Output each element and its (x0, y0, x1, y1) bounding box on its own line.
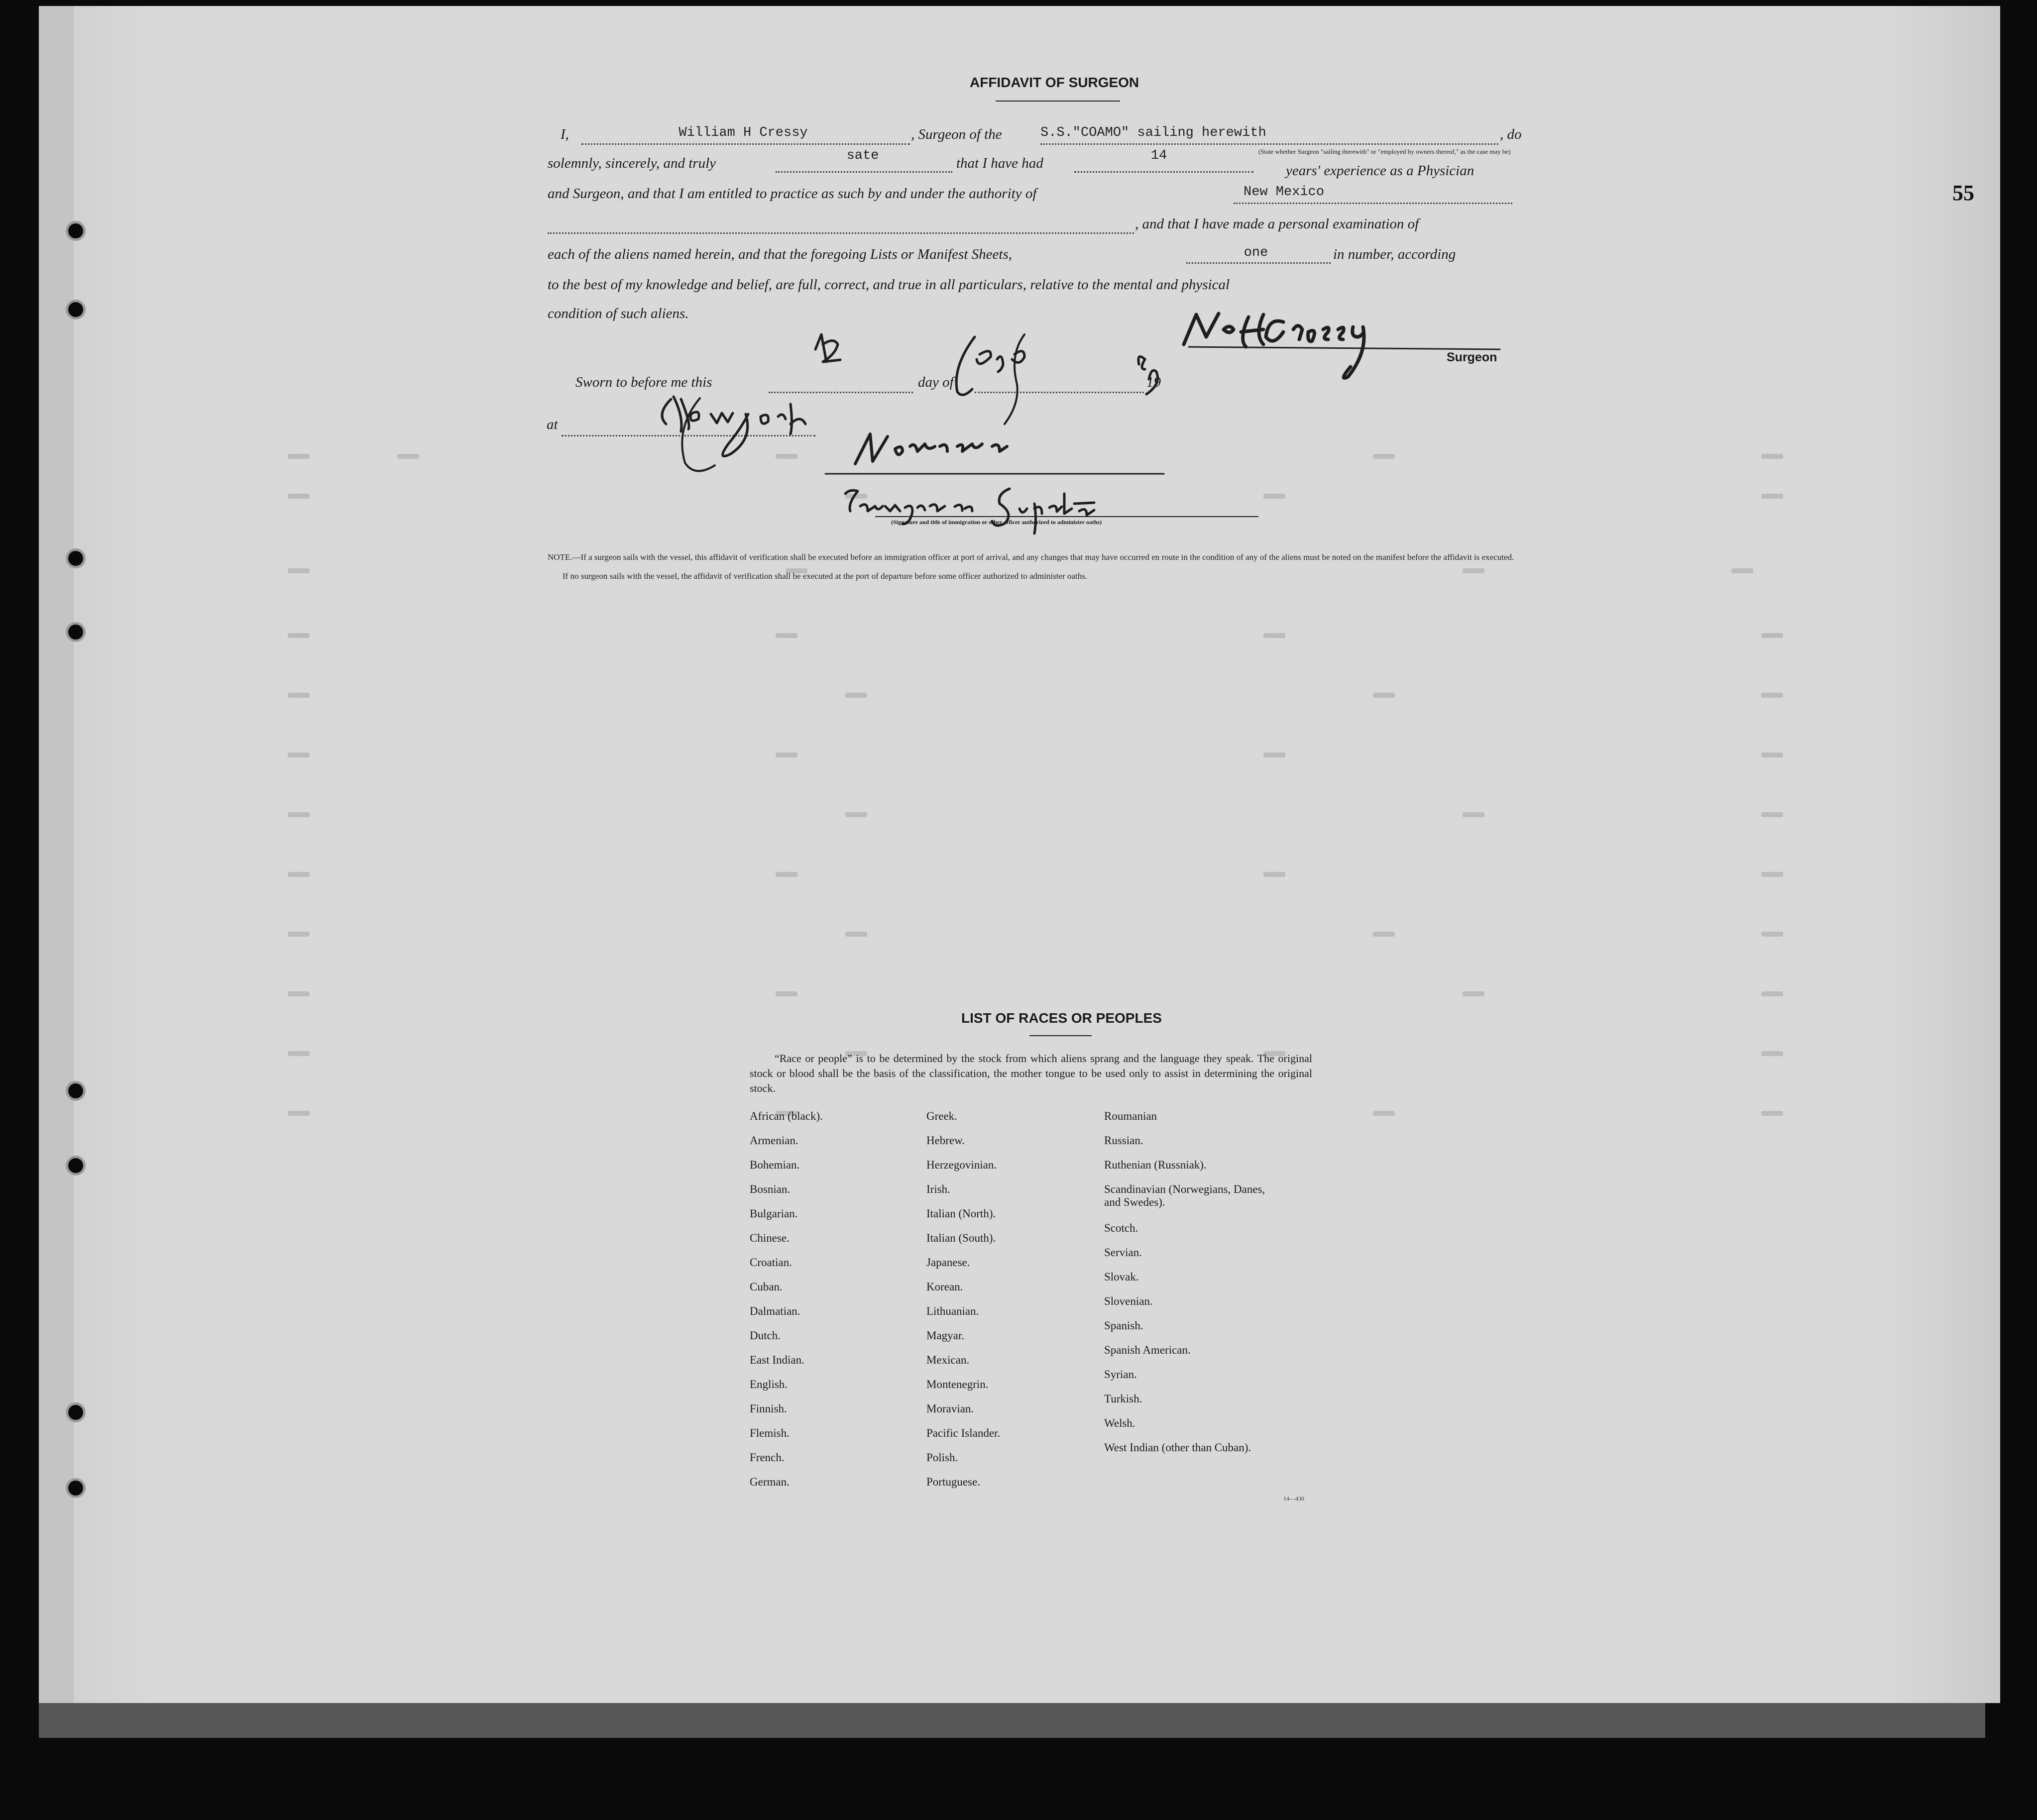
race-item: Syrian. (1104, 1368, 1137, 1381)
sworn-year-prefix: 19 (1146, 374, 1161, 390)
affidavit-line1-suffix: , do (1500, 126, 1522, 142)
officer-signature (815, 419, 1263, 553)
race-item: German. (750, 1476, 790, 1488)
race-item: Bosnian. (750, 1183, 791, 1195)
affidavit-line8: condition of such aliens. (548, 306, 689, 321)
signature-label: Surgeon (1447, 350, 1497, 364)
race-item: Herzegovinian. (926, 1159, 997, 1171)
affidavit-line6-prefix: each of the aliens named herein, and that the foregoing Lists or Manifest Sheets, (548, 246, 1012, 262)
race-item: Pacific Islander. (926, 1427, 1001, 1439)
affidavit-line3: years' experience as a Physician (1286, 163, 1474, 179)
affidavit-line1-mid: , Surgeon of the (911, 126, 1002, 142)
race-item: Magyar. (926, 1329, 965, 1342)
bleed-through-manifest (39, 6, 2000, 1703)
races-intro: “Race or people” is to be determined by the stock from which aliens sprang and the language they speak. The original stock or blood shall be the basis of the classification, the mother tongue to be used only to assist in determining the original stock. (750, 1052, 1312, 1094)
binder-hole (66, 1081, 86, 1101)
title-rule (996, 101, 1120, 102)
race-item: Welsh. (1104, 1417, 1135, 1429)
race-item: Russian. (1104, 1134, 1143, 1147)
page-number: 55 (1952, 181, 1974, 205)
race-item: Bohemian. (750, 1159, 800, 1171)
race-item: English. (750, 1378, 788, 1391)
race-item: Bulgarian. (750, 1207, 798, 1220)
field-underline (1186, 262, 1331, 264)
binder-hole (66, 221, 86, 241)
race-item: Flemish. (750, 1427, 790, 1439)
race-item: Moravian. (926, 1402, 974, 1415)
race-item: Japanese. (926, 1256, 970, 1269)
field-underline (548, 232, 1134, 234)
race-item: Portuguese. (926, 1476, 980, 1488)
race-item: Dalmatian. (750, 1305, 800, 1317)
affidavit-line5: , and that I have made a personal examination of (1135, 216, 1419, 232)
race-item: Italian (South). (926, 1232, 996, 1244)
race-item: Spanish. (1104, 1319, 1143, 1332)
sworn-prefix: Sworn to before me this (575, 374, 712, 390)
scan-border-bottom (39, 1703, 1985, 1738)
officer-caption: (Signature and title of immigration or other officer authorized to administer oaths) (891, 519, 1102, 526)
race-item: Ruthenian (Russniak). (1104, 1159, 1207, 1171)
document-page (39, 6, 2000, 1703)
affidavit-title: AFFIDAVIT OF SURGEON (970, 75, 1139, 90)
race-item: East Indian. (750, 1354, 804, 1366)
race-item: Italian (North). (926, 1207, 996, 1220)
race-item: Finnish. (750, 1402, 787, 1415)
binder-hole (66, 1156, 86, 1176)
race-item: French. (750, 1451, 785, 1464)
state-field: sate (846, 148, 879, 163)
years-field: 14 (1150, 148, 1167, 163)
race-item: African (black). (750, 1110, 823, 1122)
authority-field: New Mexico (1244, 185, 1325, 200)
affidavit-line1-prefix: I, (561, 126, 569, 142)
binder-hole (66, 1402, 86, 1422)
note-surgeon-sails: NOTE.—If a surgeon sails with the vessel, this affidavit of verification shall be executed before an immigration officer at port of arrival, and any changes that may have occurred en route in the condition of any of the aliens must be noted on the manifest before the affidavit is executed. (548, 552, 1514, 562)
race-item: Greek. (926, 1110, 957, 1122)
race-item: Slovak. (1104, 1271, 1139, 1283)
sheet-count-field: one (1244, 245, 1268, 260)
race-item: Slovenian. (1104, 1295, 1153, 1307)
race-item: Roumanian (1104, 1110, 1157, 1122)
sworn-at: at (547, 417, 558, 432)
page-edge (39, 6, 74, 1703)
affidavit-line4: and Surgeon, and that I am entitled to practice as such by and under the authority of (548, 186, 1037, 202)
field-underline (581, 143, 910, 145)
race-item: Montenegrin. (926, 1378, 989, 1391)
race-item: Turkish. (1104, 1392, 1142, 1405)
field-underline (1234, 203, 1512, 204)
field-underline (776, 171, 952, 173)
race-item: Scotch. (1104, 1222, 1138, 1234)
race-item: Spanish American. (1104, 1344, 1191, 1356)
race-item: Servian. (1104, 1246, 1142, 1259)
form-number: 14—430 (1283, 1495, 1304, 1502)
affidavit-line2-mid: that I have had (956, 155, 1043, 171)
state-instruction-note: (State whether Surgeon "sailing therewith" or "employed by owners thereof," as the case may be) (1258, 148, 1511, 155)
ship-field: S.S."COAMO" sailing herewith (1040, 125, 1266, 140)
race-item: Irish. (926, 1183, 950, 1195)
binder-hole (66, 1478, 86, 1498)
binder-hole (66, 548, 86, 568)
affidavit-line2-prefix: solemnly, sincerely, and truly (548, 155, 716, 171)
races-title-rule (1029, 1035, 1092, 1036)
race-item: Dutch. (750, 1329, 781, 1342)
binder-hole (66, 300, 86, 320)
race-item: Scandinavian (Norwegians, Danes, and Swedes). (1104, 1183, 1265, 1208)
sworn-day-word: day of (918, 374, 954, 390)
affidavit-line6-suffix: in number, according (1333, 246, 1456, 262)
field-underline (1040, 143, 1498, 145)
binder-hole (66, 622, 86, 642)
race-item: Chinese. (750, 1232, 790, 1244)
race-item: Armenian. (750, 1134, 798, 1147)
race-item: West Indian (other than Cuban). (1104, 1441, 1251, 1454)
race-item: Croatian. (750, 1256, 792, 1269)
race-item: Hebrew. (926, 1134, 965, 1147)
races-title: LIST OF RACES OR PEOPLES (961, 1010, 1162, 1026)
race-item: Polish. (926, 1451, 958, 1464)
race-item: Lithuanian. (926, 1305, 979, 1317)
race-item: Mexican. (926, 1354, 970, 1366)
race-item: Korean. (926, 1281, 963, 1293)
affidavit-line7: to the best of my knowledge and belief, are full, correct, and true in all particulars, relative to the mental and physical (548, 277, 1230, 293)
surgeon-name-field: William H Cressy (679, 125, 808, 140)
race-item: Cuban. (750, 1281, 783, 1293)
note-no-surgeon: If no surgeon sails with the vessel, the affidavit of verification shall be executed at the port of departure before some officer authorized to administer oaths. (563, 571, 1088, 581)
officer-signature-line (875, 516, 1258, 517)
field-underline (1074, 171, 1253, 173)
